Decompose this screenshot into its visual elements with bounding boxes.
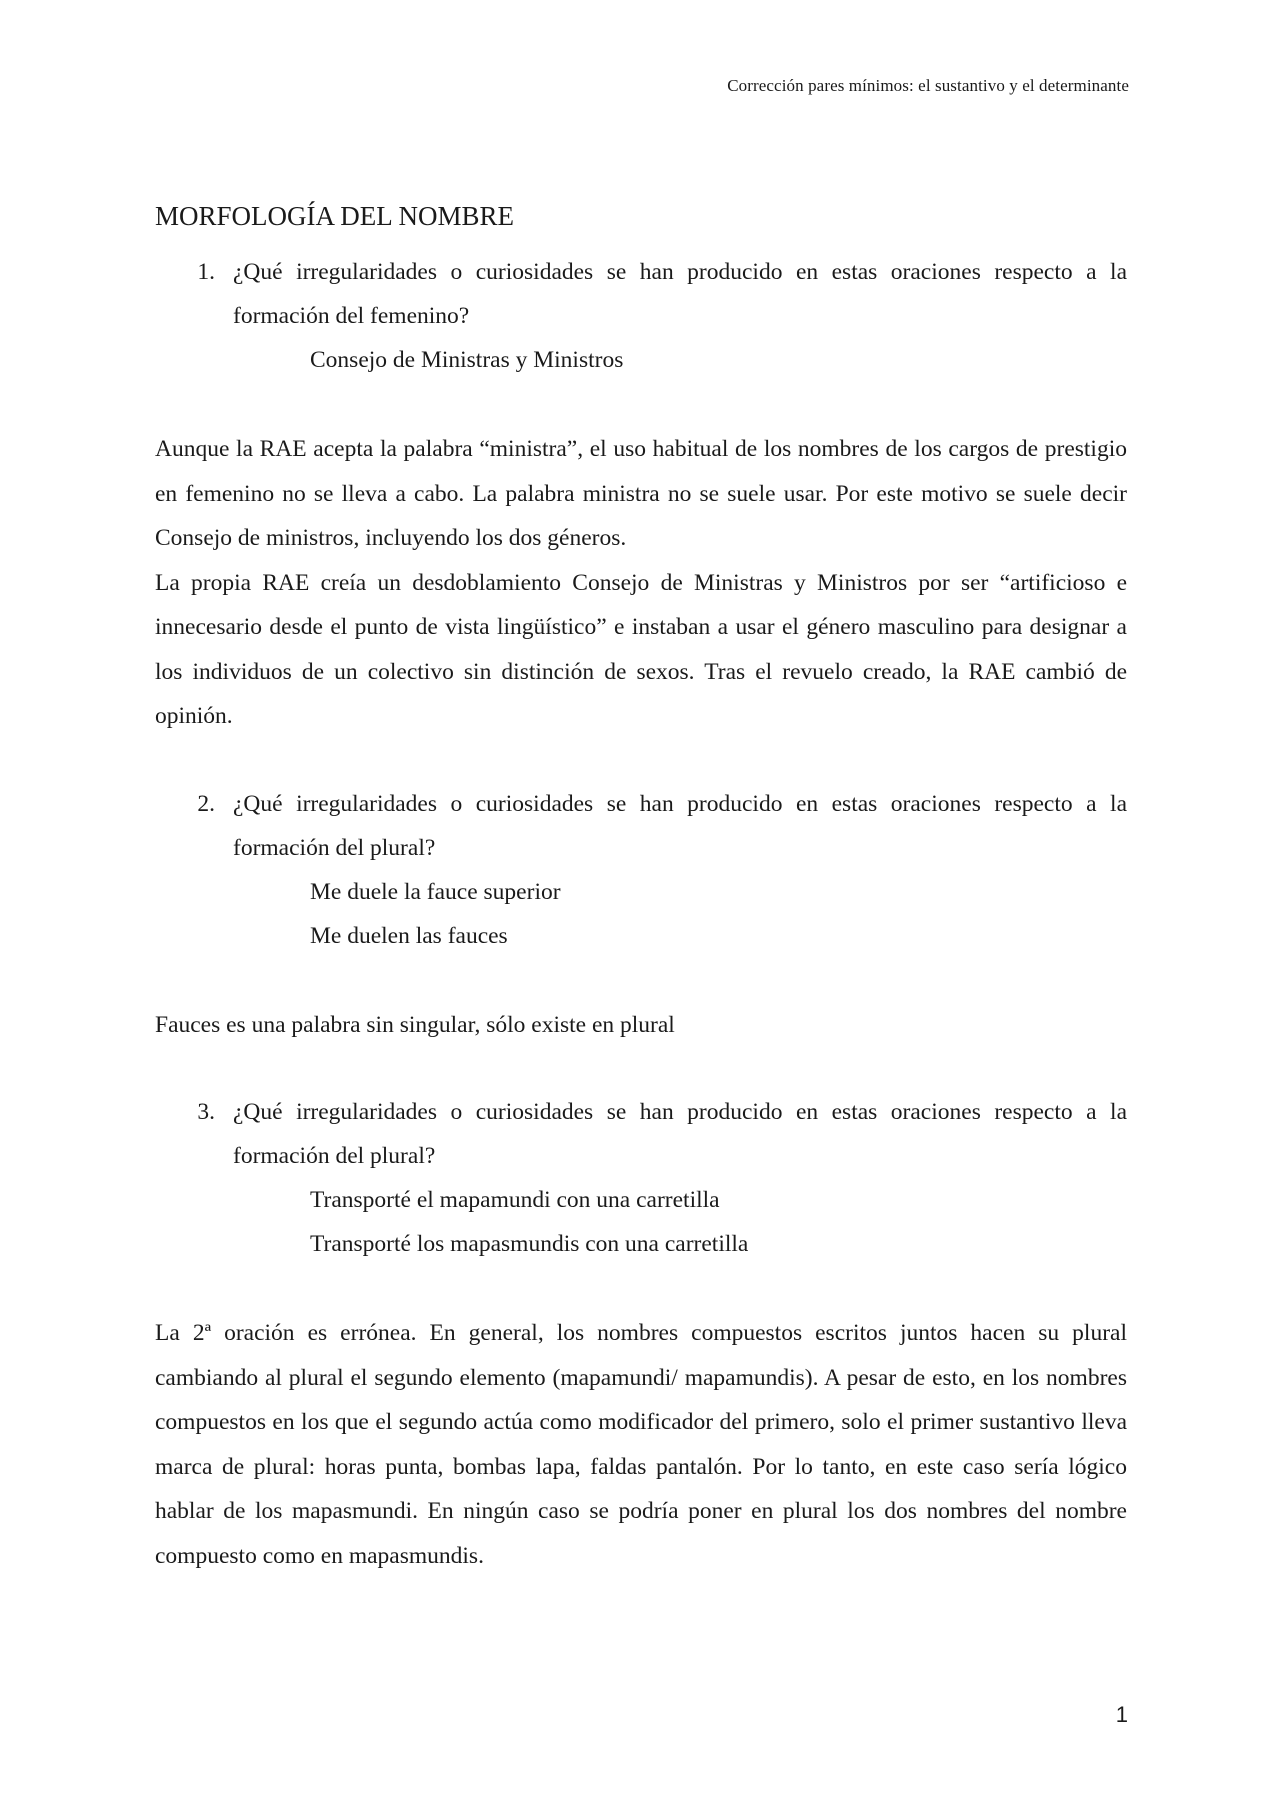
question-1 bbox=[155, 250, 1127, 338]
answer-paragraph: La 2ª oración es errónea. En general, los nombres compuestos escritos juntos hacen su plural cambiando al plural el segundo elemento (mapamundi/ mapamundis). A pesar de esto, en los nombres compuestos en los que el segundo actúa como modificador del primero, solo el primer sustantivo lleva marca de plural: horas punta, bombas lapa, faldas pantalón. Por lo tanto, en este caso sería lógico hablar de los mapasmundi. En ningún caso se podría poner en plural los dos nombres del nombre compuesto como en mapasmundis. bbox=[155, 1320, 1127, 1569]
question-text: ¿Qué irregularidades o curiosidades se han producido en estas oraciones respecto a la formación del plural? bbox=[233, 1099, 1127, 1169]
section-title: MORFOLOGÍA DEL NOMBRE bbox=[155, 201, 515, 231]
question-number: 2. bbox=[197, 790, 215, 817]
question-number: 1. bbox=[197, 259, 215, 285]
document-body bbox=[155, 196, 1127, 1578]
answer-paragraph: La propia RAE creía un desdoblamiento Consejo de Ministras y Ministros por ser “artificioso e innecesario desde el punto de vista lingüístico” e instaban a usar el género masculino para designar a los individuos de un colectivo sin distinción de sexos. Tras el revuelo creado, la RAE cambió de opinión. bbox=[155, 569, 1127, 729]
example-sentence: Transporté los mapasmundis con una carretilla bbox=[310, 1231, 749, 1257]
question-2 bbox=[155, 782, 1127, 870]
example-sentence: Consejo de Ministras y Ministros bbox=[310, 347, 624, 373]
example-sentence: Me duelen las fauces bbox=[310, 922, 508, 949]
running-header: Corrección pares mínimos: el sustantivo y el determinante bbox=[727, 76, 1129, 95]
question-text: ¿Qué irregularidades o curiosidades se han producido en estas oraciones respecto a la formación del plural? bbox=[233, 790, 1127, 861]
example-sentence: Transporté el mapamundi con una carretilla bbox=[310, 1187, 720, 1213]
answer-paragraph: Fauces es una palabra sin singular, sólo existe en plural bbox=[155, 1011, 675, 1038]
question-text: ¿Qué irregularidades o curiosidades se han producido en estas oraciones respecto a la formación del femenino? bbox=[233, 259, 1127, 329]
example-sentence: Me duele la fauce superior bbox=[310, 878, 561, 905]
answer-paragraph: Aunque la RAE acepta la palabra “ministra”, el uso habitual de los nombres de los cargos de prestigio en femenino no se lleva a cabo. La palabra ministra no se suele usar. Por este motivo se suele decir Consejo de ministros, incluyendo los dos géneros. bbox=[155, 436, 1127, 551]
question-number: 3. bbox=[197, 1099, 215, 1125]
question-3 bbox=[155, 1090, 1127, 1178]
page-number: 1 bbox=[1115, 1702, 1128, 1727]
